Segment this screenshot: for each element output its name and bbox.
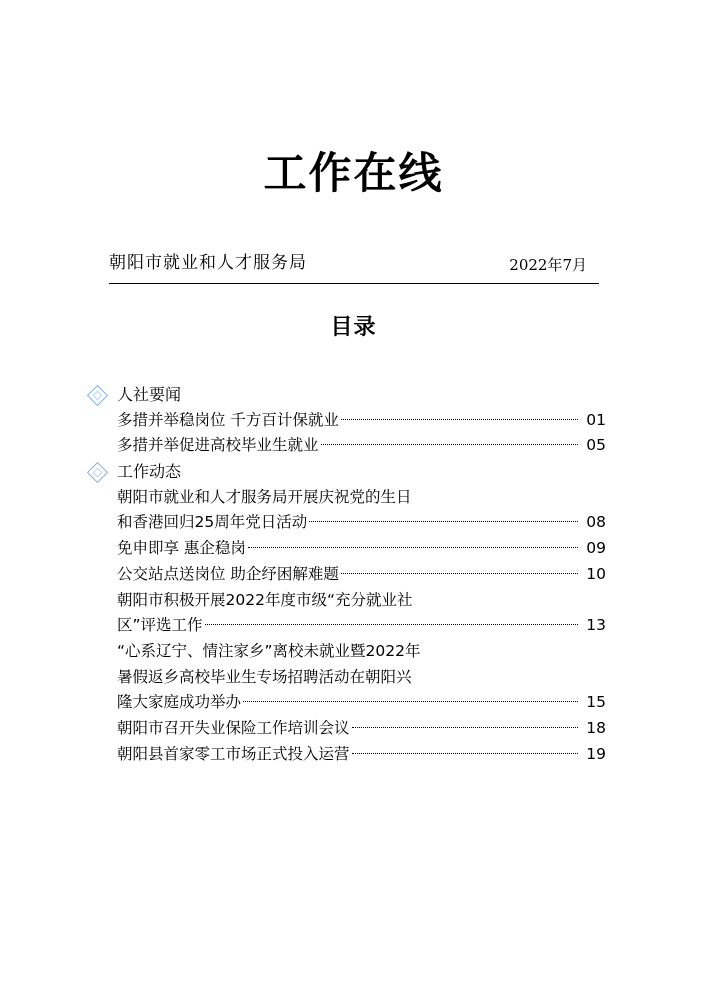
toc-page-number: 01 [586,410,606,429]
header-divider [109,283,599,284]
issue-date: 2022年7月 [509,256,587,274]
dot-leader [341,419,578,420]
toc-entry-title: 朝阳县首家零工市场正式投入运营 [117,744,350,763]
organization-name: 朝阳市就业和人才服务局 [109,253,307,273]
toc-entry[interactable] [86,536,606,562]
toc-page-number: 13 [586,616,606,635]
toc-entry[interactable] [86,485,606,511]
toc-entry[interactable] [86,639,606,665]
toc-entry-title: 公交站点送岗位 助企纾困解难题 [117,564,339,583]
toc-page-number: 09 [586,539,606,558]
dot-leader [341,573,578,574]
toc-entry[interactable] [86,690,606,716]
toc-heading: 目录 [330,315,377,340]
toc-page-number: 19 [586,744,606,763]
toc-entry-title: 免申即享 惠企稳岗 [117,539,246,558]
toc-entry[interactable] [86,408,606,434]
toc-page-number: 18 [586,718,606,737]
document-header [109,246,599,276]
toc-entry-title: 朝阳市就业和人才服务局开展庆祝党的生日 [117,487,412,506]
toc-section-name: 人社要闻 [117,385,182,404]
toc-entry[interactable] [86,433,606,459]
diamond-bullet-icon [87,385,108,406]
toc-entry[interactable] [86,613,606,639]
toc-entry-title: 多措并举促进高校毕业生就业 [117,436,319,455]
toc-entry[interactable] [86,665,606,691]
toc-entry[interactable] [86,588,606,614]
toc-entry[interactable] [86,562,606,588]
toc-entry-title: 朝阳市积极开展2022年度市级“充分就业社 [117,590,413,609]
dot-leader [309,521,578,522]
toc-entry-title: 暑假返乡高校毕业生专场招聘活动在朝阳兴 [117,667,412,686]
dot-leader [352,753,578,754]
toc-entry-title: 朝阳市召开失业保险工作培训会议 [117,718,350,737]
toc-section [86,382,606,408]
table-of-contents [86,382,606,767]
toc-entry[interactable] [86,716,606,742]
toc-entry-title: 多措并举稳岗位 千方百计保就业 [117,410,339,429]
dot-leader [321,444,578,445]
toc-entry[interactable] [86,510,606,536]
toc-page-number: 15 [586,693,606,712]
dot-leader [248,547,578,548]
toc-entry-title: “心系辽宁、情注家乡”离校未就业暨2022年 [117,641,421,660]
toc-entry-title: 和香港回归25周年党日活动 [117,513,308,532]
toc-entry-title: 区”评选工作 [117,616,203,635]
dot-leader [243,701,578,702]
dot-leader [352,727,578,728]
document-title: 工作在线 [263,149,444,199]
toc-entry-title: 隆大家庭成功举办 [117,693,242,712]
toc-page-number: 05 [586,436,606,455]
toc-page-number: 10 [586,564,606,583]
toc-section [86,459,606,485]
toc-section-name: 工作动态 [117,462,182,482]
diamond-bullet-icon [87,462,108,483]
toc-entry[interactable] [86,742,606,768]
dot-leader [205,624,578,625]
toc-page-number: 08 [586,513,606,532]
